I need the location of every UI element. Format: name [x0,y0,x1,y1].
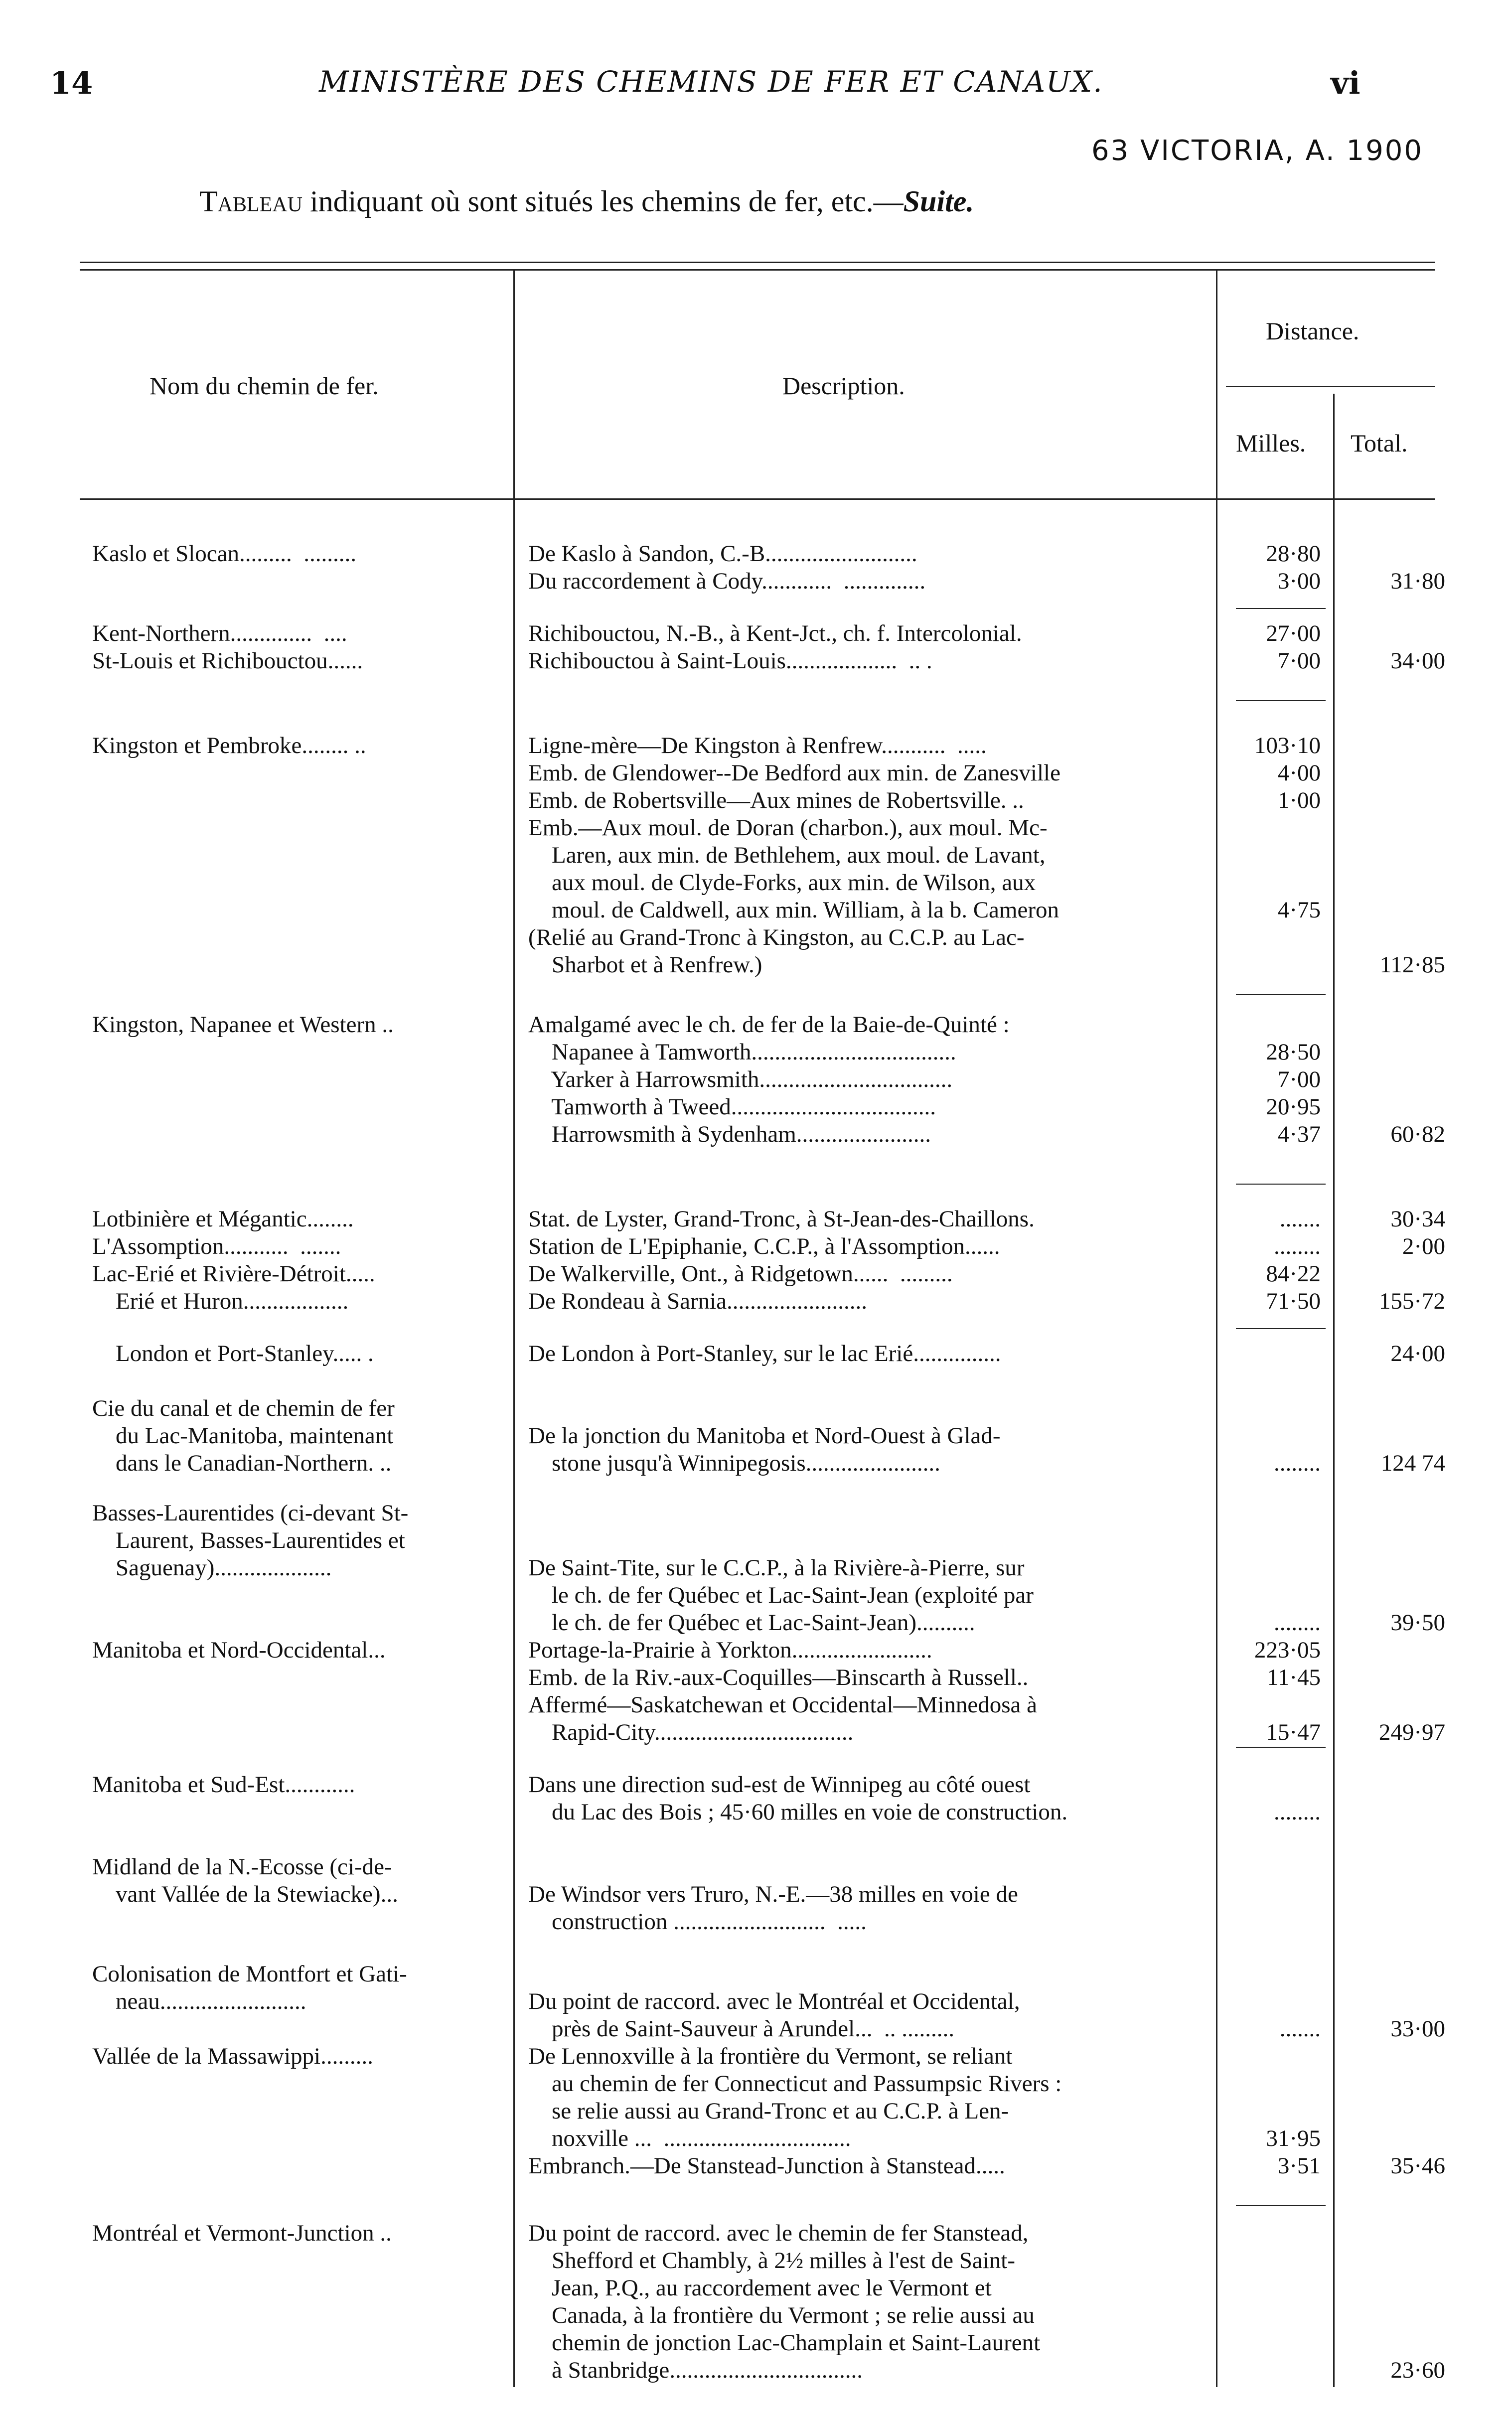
railway-description: De Lennoxville à la frontière du Vermont, se reliant [528,2043,1013,2069]
railway-description: se relie aussi au Grand-Tronc et au C.C.P. à Len- [528,2098,1009,2124]
total-value: 31·80 [1390,568,1445,594]
caption-text: indiquant où sont situés les chemins de fer, etc.— [302,185,904,218]
railway-description: Rapid-City.................................. [528,1719,854,1745]
miles-value: 1·00 [1277,787,1321,813]
miles-value: 11·45 [1267,1665,1321,1690]
railway-description: construction .......................... ..... [528,1909,867,1935]
railway-name: Manitoba et Nord-Occidental... [92,1637,386,1663]
total-value: 33·00 [1390,2016,1445,2042]
railway-description: De Rondeau à Sarnia........................ [528,1288,868,1314]
subtotal-rule [1236,1747,1326,1748]
railway-name: Kaslo et Slocan......... ......... [92,541,356,567]
col-divider-miles [1333,394,1335,2387]
railway-name: Basses-Laurentides (ci-devant St- [92,1500,409,1526]
railway-description: aux moul. de Clyde-Forks, aux min. de Wilson, aux [528,870,1036,896]
miles-value: ....... [1279,1206,1321,1232]
railway-description: moul. de Caldwell, aux min. William, à la b. Cameron [528,897,1059,923]
railway-name: Vallée de la Massawippi......... [92,2043,373,2069]
railway-description: près de Saint-Sauveur à Arundel... .. ......... [528,2016,954,2042]
railway-description: Emb. de la Riv.-aux-Coquilles—Binscarth à Russell.. [528,1665,1029,1690]
railway-name: Kent-Northern.............. .... [92,620,347,646]
miles-value: 71·50 [1266,1288,1321,1314]
volume-number: vi [1331,65,1361,101]
railway-description: au chemin de fer Connecticut and Passumpsic Rivers : [528,2071,1062,2097]
railway-name: Colonisation de Montfort et Gati- [92,1961,407,1987]
railway-name: St-Louis et Richibouctou...... [92,648,363,674]
railway-description: Tamworth à Tweed................................... [528,1094,936,1120]
railway-description: De Walkerville, Ont., à Ridgetown...... ......... [528,1261,953,1287]
railway-description: De Saint-Tite, sur le C.C.P., à la Rivière-à-Pierre, sur [528,1555,1025,1581]
miles-value: 31·95 [1266,2125,1321,2151]
railway-description: à Stanbridge................................. [528,2357,863,2383]
railway-description: stone jusqu'à Winnipegosis....................... [528,1450,940,1476]
total-value: 112·85 [1379,952,1445,978]
col-divider-name [513,269,515,2387]
miles-value: 84·22 [1266,1261,1321,1287]
col-divider-desc [1216,269,1217,2387]
railway-description: Richibouctou, N.-B., à Kent-Jct., ch. f. Intercolonial. [528,620,1022,646]
miles-value: 4·00 [1277,760,1321,786]
total-value: 60·82 [1390,1121,1445,1147]
railway-description: Du point de raccord. avec le Montréal et Occidental, [528,1988,1020,2014]
subtotal-rule [1236,608,1326,609]
miles-value: 4·37 [1277,1121,1321,1147]
railway-description: Ligne-mère—De Kingston à Renfrew........... ..... [528,733,987,758]
railway-description: De London à Port-Stanley, sur le lac Erié............... [528,1341,1001,1366]
railway-name: Lotbinière et Mégantic........ [92,1206,354,1232]
railway-description: noxville ... ................................ [528,2125,851,2151]
miles-value: 20·95 [1266,1094,1321,1120]
railway-description: Shefford et Chambly, à 2½ milles à l'est de Saint- [528,2248,1016,2274]
railway-description: Station de L'Epiphanie, C.C.P., à l'Assomption...... [528,1233,1000,1259]
caption-suite: Suite. [903,185,974,218]
total-value: 2·00 [1402,1233,1445,1259]
railway-description: Emb. de Robertsville—Aux mines de Robertsville. .. [528,787,1024,813]
miles-value: 28·50 [1266,1039,1321,1065]
railway-description: Du raccordement à Cody............ .............. [528,568,926,594]
miles-value: 7·00 [1277,648,1321,674]
miles-value: 223·05 [1254,1637,1321,1663]
railway-description: Laren, aux min. de Bethlehem, aux moul. de Lavant, [528,842,1046,868]
total-value: 39·50 [1390,1610,1445,1636]
miles-value: ........ [1274,1799,1321,1825]
railway-name: L'Assomption........... ....... [92,1233,341,1259]
railway-description: Emb. de Glendower--De Bedford aux min. de Zanesville [528,760,1060,786]
railway-description: Dans une direction sud-est de Winnipeg au côté ouest [528,1772,1031,1798]
session-label: 63 VICTORIA, A. 1900 [1091,135,1424,167]
railway-description: Portage-la-Prairie à Yorkton........................ [528,1637,932,1663]
railway-description: De Windsor vers Truro, N.-E.—38 milles en voie de [528,1881,1018,1907]
railway-description: le ch. de fer Québec et Lac-Saint-Jean (exploité par [528,1582,1034,1608]
railway-description: Sharbot et à Renfrew.) [528,952,762,978]
total-value: 30·34 [1390,1206,1445,1232]
railway-name: Midland de la N.-Ecosse (ci-de- [92,1854,392,1880]
column-header-miles: Milles. [1236,429,1306,457]
total-value: 34·00 [1390,648,1445,674]
miles-value: 4·75 [1277,897,1321,923]
railway-name: Saguenay).................... [92,1555,332,1581]
railway-description: Amalgamé avec le ch. de fer de la Baie-de-Quinté : [528,1012,1010,1038]
subtotal-rule [1236,2205,1326,2206]
miles-value: 7·00 [1277,1066,1321,1092]
railway-description: Du point de raccord. avec le chemin de fer Stanstead, [528,2220,1029,2246]
running-title: MINISTÈRE DES CHEMINS DE FER ET CANAUX. [319,65,1103,99]
railway-name: vant Vallée de la Stewiacke)... [92,1881,398,1907]
railway-description: Embranch.—De Stanstead-Junction à Stanstead..... [528,2153,1005,2179]
railway-description: Jean, P.Q., au raccordement avec le Vermont et [528,2275,992,2301]
subtotal-rule [1236,1184,1326,1185]
miles-value: 3·51 [1277,2153,1321,2179]
railway-name: Erié et Huron.................. [92,1288,349,1314]
railway-description: Stat. de Lyster, Grand-Tronc, à St-Jean-des-Chaillons. [528,1206,1035,1232]
railway-name: Kingston et Pembroke........ .. [92,733,366,758]
total-value: 124 74 [1380,1450,1445,1476]
railway-description: du Lac des Bois ; 45·60 milles en voie de construction. [528,1799,1068,1825]
railway-name: Montréal et Vermont-Junction .. [92,2220,392,2246]
subtotal-rule [1236,700,1326,701]
railway-name: Cie du canal et de chemin de fer [92,1395,395,1421]
total-value: 24·00 [1390,1341,1445,1366]
railway-description: chemin de jonction Lac-Champlain et Saint-Laurent [528,2330,1041,2356]
page-number: 14 [50,65,93,101]
railway-description: De Kaslo à Sandon, C.-B.......................... [528,541,917,567]
column-header-description: Description. [782,372,905,400]
subtotal-rule [1236,1328,1326,1329]
total-value: 23·60 [1390,2357,1445,2383]
railway-name: dans le Canadian-Northern. .. [92,1450,392,1476]
miles-value: ........ [1274,1233,1321,1259]
miles-value: 28·80 [1266,541,1321,567]
railway-name: Lac-Erié et Rivière-Détroit..... [92,1261,375,1287]
miles-value: ........ [1274,1610,1321,1636]
top-rule-2 [80,269,1435,271]
column-header-distance: Distance. [1266,317,1360,345]
miles-value: 3·00 [1277,568,1321,594]
railway-description: Emb.—Aux moul. de Doran (charbon.), aux moul. Mc- [528,815,1048,841]
column-header-name: Nom du chemin de fer. [150,372,379,400]
distance-under-rule [1226,386,1435,387]
column-header-total: Total. [1351,429,1408,457]
total-value: 35·46 [1390,2153,1445,2179]
total-value: 155·72 [1378,1288,1445,1314]
railway-description: (Relié au Grand-Tronc à Kingston, au C.C.P. au Lac- [528,924,1025,950]
railway-description: le ch. de fer Québec et Lac-Saint-Jean).......... [528,1610,975,1636]
total-value: 249·97 [1378,1719,1445,1745]
miles-value: 27·00 [1266,620,1321,646]
railway-description: Yarker à Harrowsmith................................. [528,1066,953,1092]
railway-name: du Lac-Manitoba, maintenant [92,1423,394,1449]
header-bottom-rule [80,498,1435,500]
miles-value: ........ [1274,1450,1321,1476]
top-rule-1 [80,262,1435,263]
miles-value: ....... [1279,2016,1321,2042]
railway-name: Manitoba et Sud-Est............ [92,1772,355,1798]
railway-description: Harrowsmith à Sydenham....................... [528,1121,931,1147]
railway-description: Affermé—Saskatchewan et Occidental—Minnedosa à [528,1692,1038,1718]
railway-description: De la jonction du Manitoba et Nord-Ouest à Glad- [528,1423,1001,1449]
railway-name: Laurent, Basses-Laurentides et [92,1527,405,1553]
railway-description: Napanee à Tamworth................................... [528,1039,956,1065]
caption-word-tableau: Tableau [199,185,302,218]
railway-description: Canada, à la frontière du Vermont ; se relie aussi au [528,2302,1035,2328]
railway-name: Kingston, Napanee et Western .. [92,1012,394,1038]
railway-description: Richibouctou à Saint-Louis................... .. . [528,648,932,674]
miles-value: 15·47 [1266,1719,1321,1745]
railway-name: neau......................... [92,1988,306,2014]
table-caption [199,184,974,219]
subtotal-rule [1236,994,1326,995]
miles-value: 103·10 [1254,733,1321,758]
railway-name: London et Port-Stanley..... . [92,1341,374,1366]
